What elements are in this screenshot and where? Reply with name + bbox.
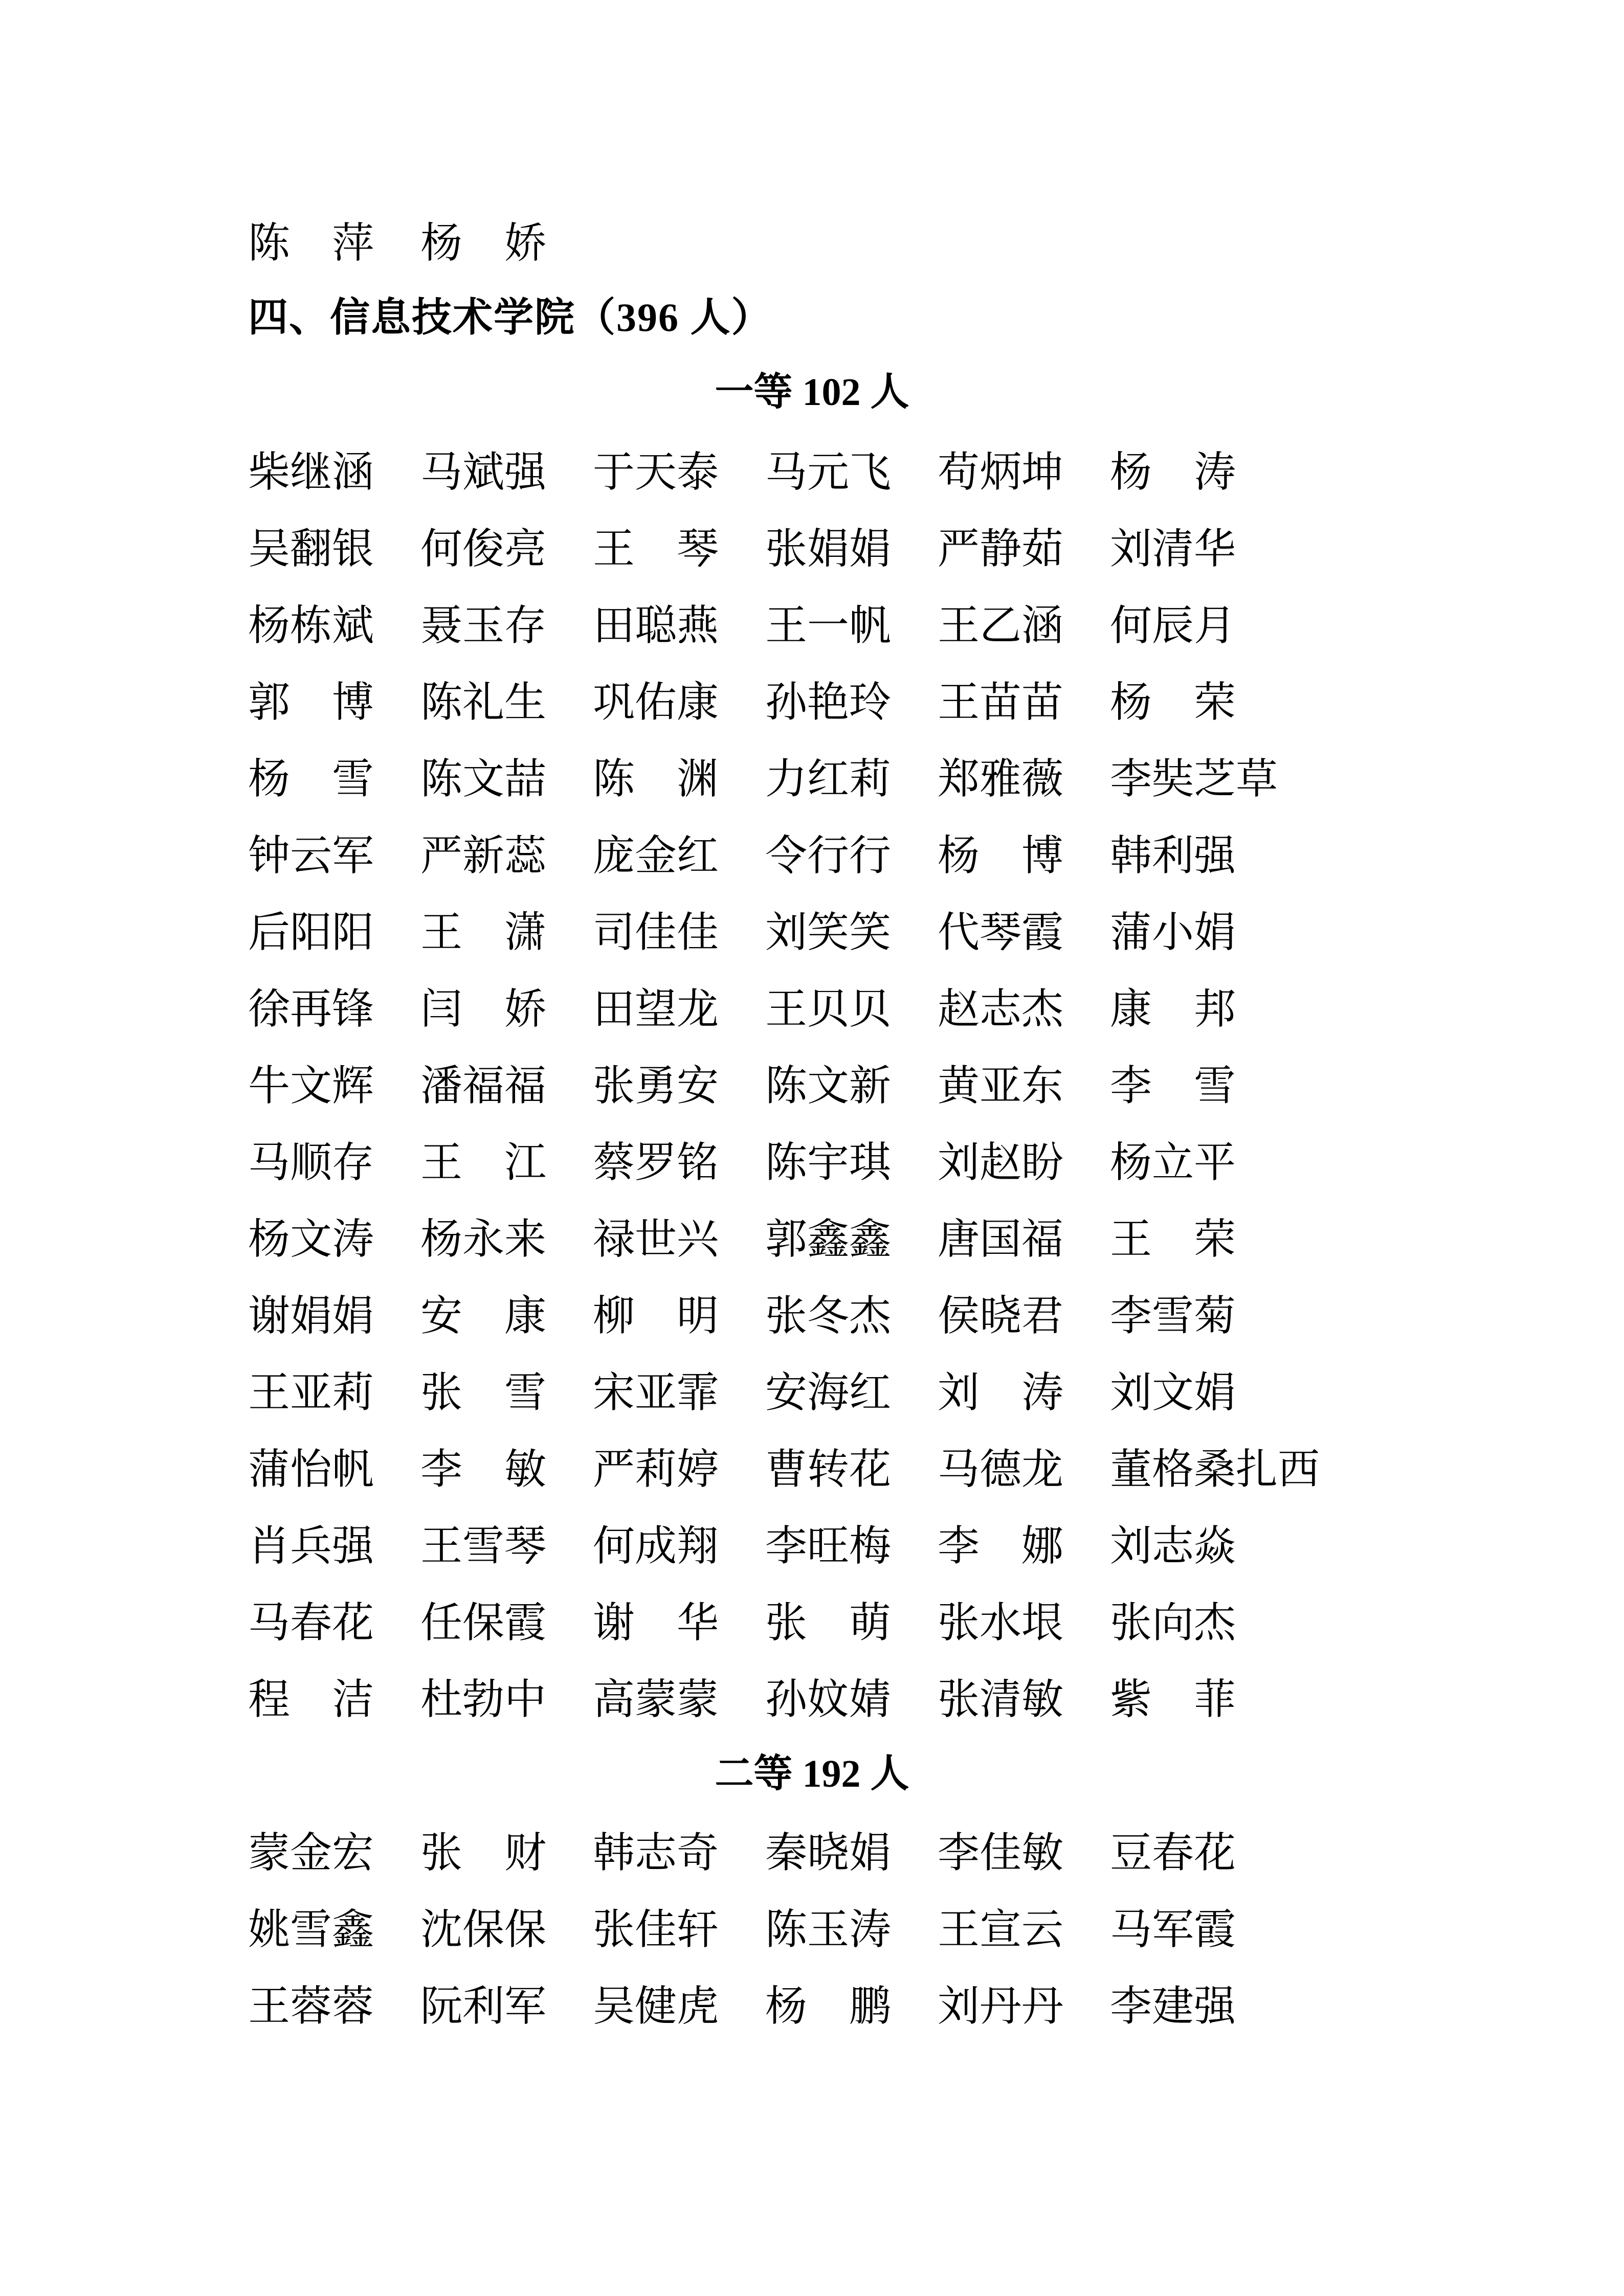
person-name: 紫 菲 [1110,1676,1236,1723]
person-name: 蒙金宏 [248,1830,374,1876]
person-name: 闫 娇 [420,986,547,1032]
name-row [248,1520,1237,1596]
person-name: 安 康 [420,1293,547,1339]
person-name: 吴健虎 [593,1983,719,2030]
person-name: 唐国福 [938,1216,1064,1263]
person-name: 刘笑笑 [765,909,892,956]
person-name: 柳 明 [593,1293,719,1339]
person-name: 张向杰 [1110,1600,1236,1646]
person-name: 姚雪鑫 [248,1906,374,1953]
person-name: 谢 华 [593,1600,719,1646]
person-name: 后阳阳 [248,909,374,956]
person-name: 吴翻银 [248,526,374,572]
person-name: 杜勃中 [420,1676,547,1723]
person-name: 聂玉存 [420,602,547,649]
person-name: 牛文辉 [248,1063,374,1109]
person-name: 安海红 [765,1369,892,1416]
person-name: 王苗苗 [938,679,1064,726]
person-name: 马元飞 [765,449,892,496]
person-name: 马顺存 [248,1139,374,1186]
name-row [248,1980,1237,2057]
carryover-name-row [248,217,547,270]
name-row [248,1827,1237,1903]
person-name: 刘赵盼 [938,1139,1064,1186]
tier1-name-list [248,446,1320,1750]
person-name: 刘清华 [1110,526,1236,572]
person-name: 刘丹丹 [938,1983,1064,2030]
person-name: 王乙涵 [938,602,1064,649]
person-name: 李佳敏 [938,1830,1064,1876]
person-name: 王 江 [420,1139,547,1186]
person-name: 马德龙 [938,1446,1064,1493]
person-name: 阮利军 [420,1983,547,2030]
person-name: 王 潇 [420,909,547,956]
person-name: 代琴霞 [938,909,1064,956]
person-name: 刘志焱 [1110,1523,1236,1569]
person-name: 张 萌 [765,1600,892,1646]
person-name: 张冬杰 [765,1293,892,1339]
person-name: 巩佑康 [593,679,719,726]
person-name: 高蒙蒙 [593,1676,719,1723]
person-name: 王宣云 [938,1906,1064,1953]
person-name: 李建强 [1110,1983,1236,2030]
person-name: 严静茹 [938,526,1064,572]
name-row [248,446,1237,523]
name-row [248,523,1237,599]
name-row [248,906,1237,983]
person-name: 潘福福 [420,1063,547,1109]
name-row [248,1213,1237,1290]
person-name: 张水垠 [938,1600,1064,1646]
person-name: 李奘芝草 [1110,756,1278,802]
person-name: 杨 荣 [1110,679,1236,726]
person-name: 王亚莉 [248,1369,374,1416]
person-name: 康 邦 [1110,986,1236,1032]
person-name: 陈文新 [765,1063,892,1109]
person-name: 马斌强 [420,449,547,496]
person-name: 杨 涛 [1110,449,1236,496]
person-name: 王蓉蓉 [248,1983,374,2030]
name-row [248,1290,1237,1366]
person-name: 刘文娟 [1110,1369,1236,1416]
section-heading: 四、信息技术学院（396 人） [248,295,772,340]
person-name: 李雪菊 [1110,1293,1236,1339]
person-name: 王 荣 [1110,1216,1236,1263]
person-name: 刘 涛 [938,1369,1064,1416]
person-name: 孙艳玲 [765,679,892,726]
person-name: 任保霞 [420,1600,547,1646]
person-name: 韩志奇 [593,1830,719,1876]
person-name: 陈 渊 [593,756,719,802]
person-name: 杨 雪 [248,756,374,802]
name-row [248,1366,1237,1443]
person-name: 张 雪 [420,1369,547,1416]
name-row [248,1673,1237,1750]
person-name: 何成翔 [593,1523,719,1569]
name-row [248,1903,1237,1980]
person-name: 陈宇琪 [765,1139,892,1186]
person-name: 陈玉涛 [765,1906,892,1953]
person-name: 杨栋斌 [248,602,374,649]
person-name: 陈礼生 [420,679,547,726]
person-name: 张佳轩 [593,1906,719,1953]
person-name: 杨永来 [420,1216,547,1263]
person-name: 王 琴 [593,526,719,572]
person-name: 力红莉 [765,756,892,802]
name-row [248,983,1237,1060]
person-name: 马春花 [248,1600,374,1646]
person-name: 钟云军 [248,832,374,879]
person-name: 王雪琴 [420,1523,547,1569]
person-name: 田聪燕 [593,602,719,649]
tier1-heading: 一等 102 人 [715,371,909,414]
person-name: 严新蕊 [420,832,547,879]
person-name: 杨 鹏 [765,1983,892,2030]
person-name: 杨文涛 [248,1216,374,1263]
person-name: 李旺梅 [765,1523,892,1569]
person-name: 董格桑扎西 [1110,1446,1320,1493]
person-name: 李 娜 [938,1523,1064,1569]
tier2-heading: 二等 192 人 [715,1752,909,1795]
person-name: 杨立平 [1110,1139,1236,1186]
person-name: 张娟娟 [765,526,892,572]
name-row [248,1136,1237,1213]
person-name: 韩利强 [1110,832,1236,879]
name-row [248,1060,1237,1136]
person-name: 徐再锋 [248,986,374,1032]
person-name: 张清敏 [938,1676,1064,1723]
name-row [248,676,1237,753]
person-name: 陈文喆 [420,756,547,802]
person-name: 柴继涵 [248,449,374,496]
person-name: 何辰月 [1110,602,1236,649]
name-row [248,829,1237,906]
person-name: 侯晓君 [938,1293,1064,1339]
person-name: 赵志杰 [938,986,1064,1032]
person-name: 杨 娇 [420,220,547,266]
tier2-name-list [248,1827,1237,2057]
person-name: 禄世兴 [593,1216,719,1263]
person-name: 王贝贝 [765,986,892,1032]
person-name: 郑雅薇 [938,756,1064,802]
name-row [248,1443,1320,1520]
person-name: 陈 萍 [248,220,374,266]
person-name: 马军霞 [1110,1906,1236,1953]
name-row [248,753,1278,829]
person-name: 黄亚东 [938,1063,1064,1109]
person-name: 蔡罗铭 [593,1139,719,1186]
person-name: 李 敏 [420,1446,547,1493]
person-name: 郭 博 [248,679,374,726]
person-name: 于天泰 [593,449,719,496]
person-name: 令行行 [765,832,892,879]
person-name: 谢娟娟 [248,1293,374,1339]
person-name: 孙妏婧 [765,1676,892,1723]
person-name: 何俊亮 [420,526,547,572]
person-name: 李 雪 [1110,1063,1236,1109]
person-name: 郭鑫鑫 [765,1216,892,1263]
name-row [248,599,1237,676]
person-name: 蒲小娟 [1110,909,1236,956]
person-name: 杨 博 [938,832,1064,879]
person-name: 宋亚霏 [593,1369,719,1416]
person-name: 程 洁 [248,1676,374,1723]
person-name: 苟炳坤 [938,449,1064,496]
person-name: 沈保保 [420,1906,547,1953]
person-name: 肖兵强 [248,1523,374,1569]
person-name: 田望龙 [593,986,719,1032]
person-name: 秦晓娟 [765,1830,892,1876]
name-row [248,1596,1237,1673]
person-name: 曹转花 [765,1446,892,1493]
person-name: 庞金红 [593,832,719,879]
person-name: 司佳佳 [593,909,719,956]
person-name: 张勇安 [593,1063,719,1109]
person-name: 蒲怡帆 [248,1446,374,1493]
person-name: 王一帆 [765,602,892,649]
person-name: 张 财 [420,1830,547,1876]
person-name: 严莉婷 [593,1446,719,1493]
person-name: 豆春花 [1110,1830,1236,1876]
